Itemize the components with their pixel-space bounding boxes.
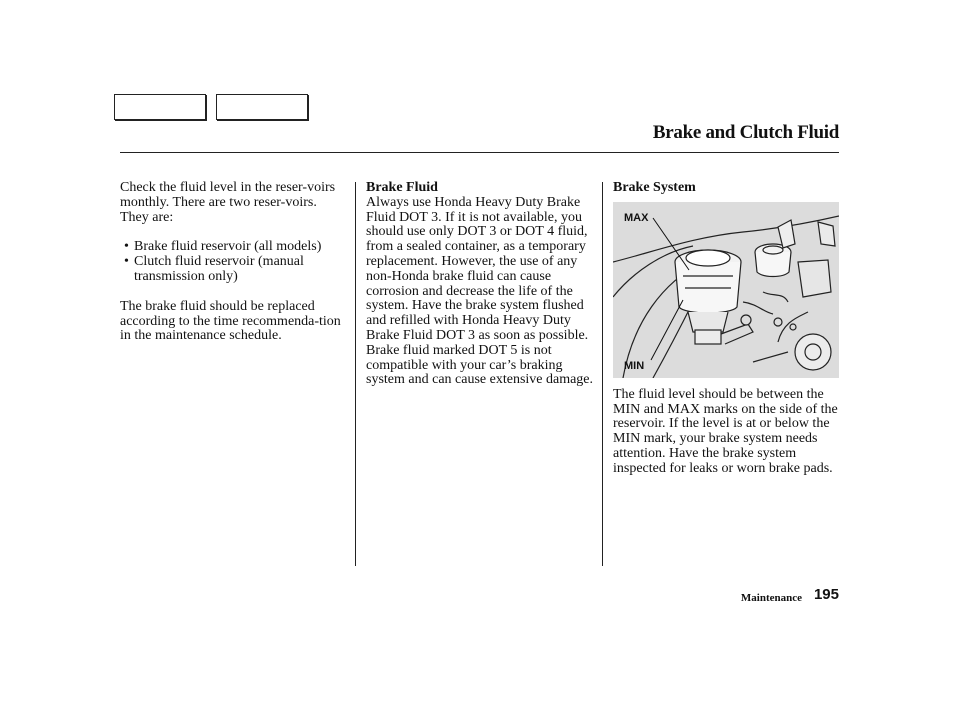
nav-button-next[interactable] (216, 94, 308, 120)
dot5-warning: Brake fluid marked DOT 5 is not compatible with your car’s braking system and can cause extensive damage. (366, 342, 594, 388)
engine-bay-illustration (613, 202, 839, 378)
brake-system-heading: Brake System (613, 180, 696, 195)
max-mark-label: MAX (624, 211, 649, 224)
nav-button-previous[interactable] (114, 94, 206, 120)
column-divider-1 (355, 182, 356, 566)
replace-note: The brake fluid should be replaced according to the time recommenda-tion in the maintenance schedule. (120, 298, 341, 344)
intro-text: Check the fluid level in the reser-voirs monthly. There are two reser-voirs. They are: (120, 180, 336, 225)
min-mark-label: MIN (624, 359, 645, 372)
column-2 (366, 181, 596, 388)
page-title: Brake and Clutch Fluid (652, 122, 839, 143)
fluid-level-text: The fluid level should be between the MIN and MAX marks on the side of the reservoir. If the level is at or below the MIN mark, your brake system needs attention. Have the brake system inspected for leaks or worn brake pads. (613, 386, 838, 476)
brake-fluid-heading: Brake Fluid (366, 180, 438, 195)
title-divider (120, 152, 839, 153)
column-1 (120, 181, 342, 344)
brake-fluid-body: Always use Honda Heavy Duty Brake Fluid DOT 3. If it is not available, you should use only DOT 3 or DOT 4 fluid, from a sealed container, as a temporary replacement. However, the use of any non-Honda brake fluid can cause corrosion and decrease the life of the system. Have the brake system flushed and refilled with Honda Heavy Duty Brake Fluid DOT 3 as soon as possible. (366, 194, 589, 343)
list-item: • Clutch fluid reservoir (manual transmission only) (120, 255, 342, 285)
brake-reservoir-diagram (613, 202, 839, 378)
reservoir-list (120, 240, 342, 284)
page-number: 195 (813, 586, 839, 603)
list-item: • Brake fluid reservoir (all models) (120, 240, 342, 255)
column-3 (613, 181, 841, 477)
footer-section-label: Maintenance (740, 592, 802, 604)
column-divider-2 (602, 182, 603, 566)
